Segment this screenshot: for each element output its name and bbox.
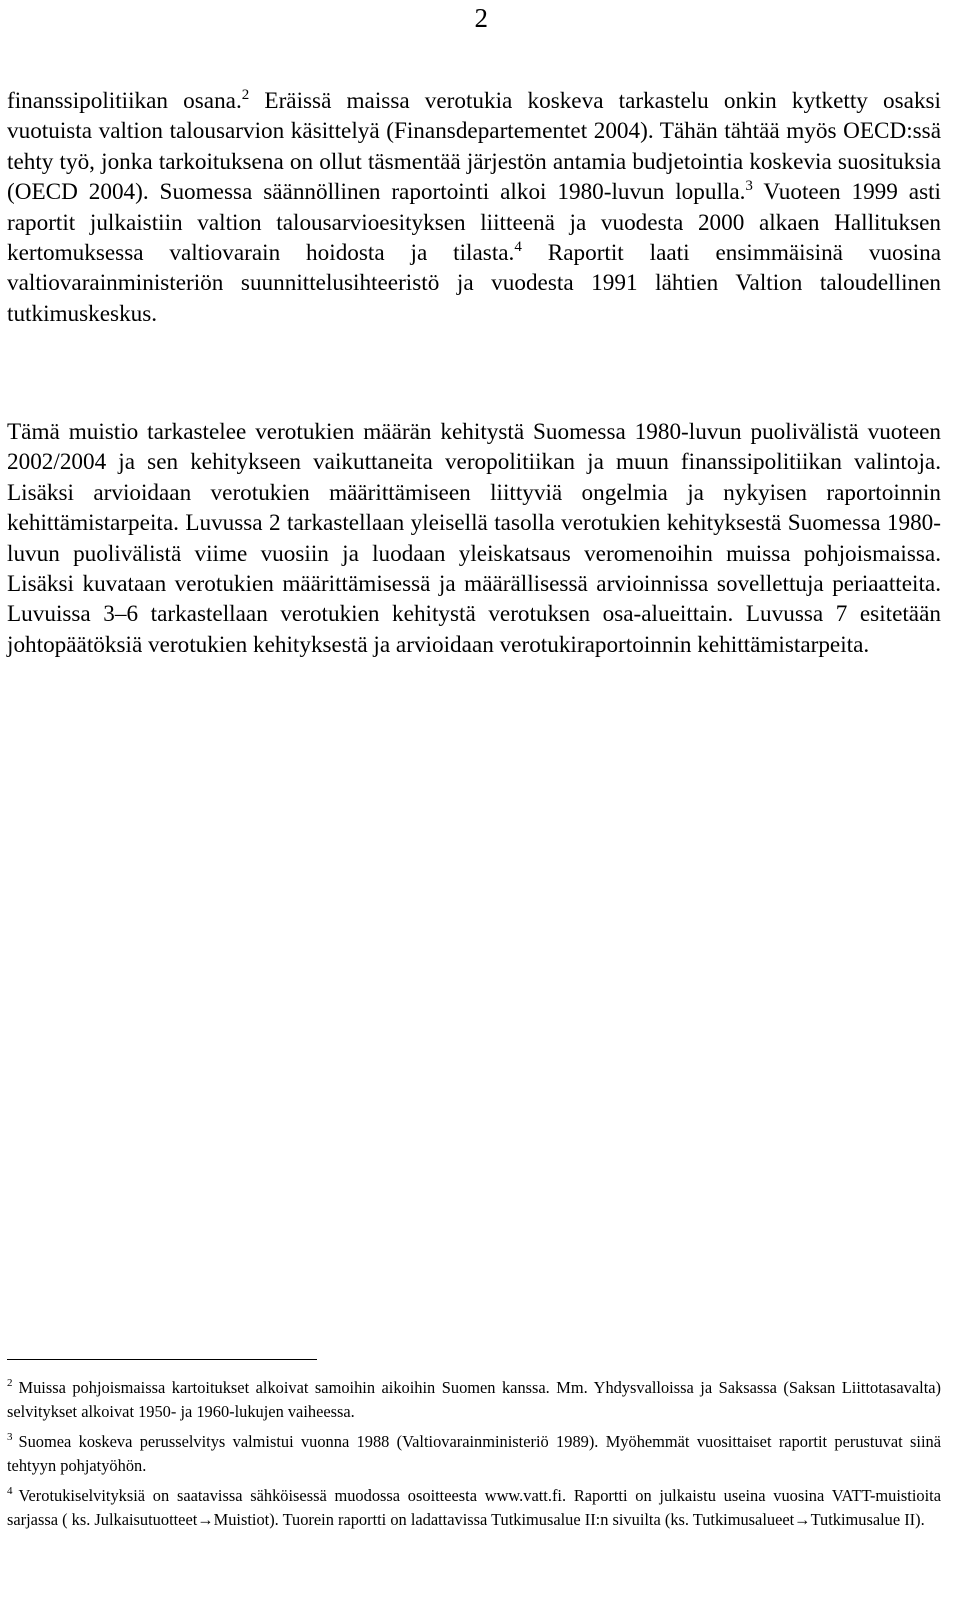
paragraph-text: Raportit laati ensimmäisinä vuosina valtiovarainministeriön suunnittelusihteeristö ja vuodesta 1991 lähtien Valtion taloudellinen tutkimuskeskus. <box>7 240 942 327</box>
footnote-ref-3[interactable]: 3 <box>745 178 753 195</box>
page-number: 2 <box>474 3 488 33</box>
footnote-text: Suomea koskeva perusselvitys valmistui vuonna 1988 (Valtiovarainministeriö 1989). Myöhemmät vuosittaiset raportit perustuvat siinä tehtyyn pohjatyöhön. <box>7 1432 941 1475</box>
footnote-number: 3 <box>7 1431 13 1443</box>
footnote-ref-2[interactable]: 2 <box>241 87 250 103</box>
footnote-number: 2 <box>7 1377 13 1389</box>
footnote-2 <box>7 1376 941 1424</box>
footnote-text: Verotukiselvityksiä on saatavissa sähköisessä muodossa osoitteesta www.vatt.fi. Raportti on julkaistu useina vuosina VATT-muistioita sarjassa ( ks. Julkaisutuotteet→Muistiot). Tuorein raportti on ladattavissa Tutkimusalue II:n sivuilta (ks. Tutkimusalueet→Tutkimusalue II). <box>7 1486 941 1529</box>
footnote-ref-4[interactable]: 4 <box>514 239 522 256</box>
body-paragraph-2: Tämä muistio tarkastelee verotukien määrän kehitystä Suomessa 1980-luvun puolivälistä vuoteen 2002/2004 ja sen kehitykseen vaikuttaneita veropolitiikan ja muun finanssipolitiikan valintoja. Lisäksi arvioidaan verotukien määrittämiseen liittyviä ongelmia ja nykyisen raportoinnin kehittämistarpeita. Luvussa 2 tarkastellaan yleisellä tasolla verotukien kehityksestä Suomessa 1980-luvun puolivälistä viime vuosiin ja luodaan yleiskatsaus veromenoihin muissa pohjoismaissa. Lisäksi kuvataan verotukien määrittämisessä ja määrällisessä arvioinnissa sovellettuja periaatteita. Luvuissa 3–6 tarkastellaan verotukien kehitystä verotuksen osa-alueittain. Luvussa 7 esitetään johtopäätöksiä verotukien kehityksestä ja arvioidaan verotukiraportoinnin kehittämistarpeita. <box>7 419 941 658</box>
footnote-separator <box>7 1359 317 1360</box>
paragraph-text: Eräissä maissa verotukia koskeva tarkastelu onkin kytketty osaksi vuotuista valtion talousarvion käsittelyä (Finansdepartementet 2004). Tähän tähtää myös OECD:ssä tehty työ, jonka tarkoituksena on ollut täsmentää järjestön antamia budjetointia koskevia suosituksia (OECD 2004). Suomessa säännöllinen raportointi alkoi 1980-luvun lopulla. <box>7 88 942 206</box>
footnote-4 <box>7 1484 941 1532</box>
body-paragraph-1 <box>7 86 941 329</box>
footnote-number: 4 <box>7 1485 13 1497</box>
footnotes-section <box>7 1376 941 1538</box>
footnote-text: Muissa pohjoismaissa kartoitukset alkoivat samoihin aikoihin Suomen kanssa. Mm. Yhdysvalloissa ja Saksassa (Saksan Liittotasavalta) selvitykset alkoivat 1950- ja 1960-lukujen vaiheessa. <box>7 1378 941 1421</box>
footnote-3 <box>7 1430 941 1478</box>
paragraph-text: Vuoteen 1999 asti raportit julkaistiin valtion talousarvioesityksen liitteenä ja vuodesta 2000 alkaen Hallituksen kertomuksessa valtiovarain hoidosta ja tilasta. <box>7 179 941 267</box>
paragraph-text: finanssipolitiikan osana. <box>7 88 242 114</box>
